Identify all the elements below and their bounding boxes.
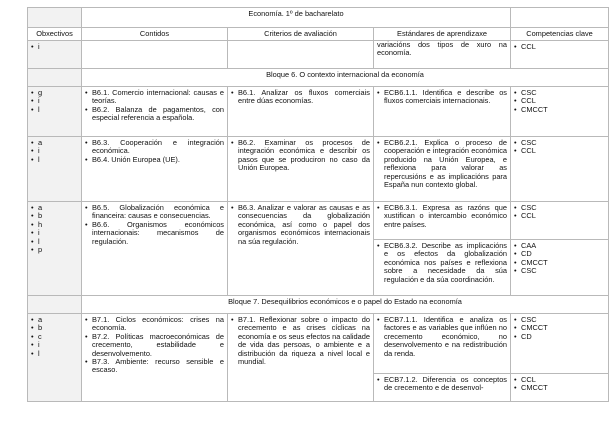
content-item: • B7.3. Ambiente: recurso sensible e escaso. <box>85 358 224 375</box>
objective-item: • i <box>31 97 78 105</box>
content-item: • B7.1. Ciclos económicos: crises na economía. <box>85 316 224 333</box>
table-row <box>28 87 609 137</box>
competence-item: • CMCCT <box>514 324 605 332</box>
criterion-item: • B6.1. Analizar os fluxos comerciais entre dúas economías. <box>231 89 370 106</box>
column-header-objectives: Obxectivos <box>28 28 82 41</box>
column-header-row <box>28 28 609 41</box>
criterion-item: • B7.1. Reflexionar sobre o impacto do crecemento e as crises cíclicas na economía e os seus efectos na calidade de vida das persoas, o ambiente e a distribución da riqueza a nivel local e mundial. <box>231 316 370 366</box>
content-item: • B6.1. Comercio internacional: causas e teorías. <box>85 89 224 106</box>
objective-item: • i <box>31 229 78 237</box>
standard-item: • ECB6.3.1. Expresa as razóns que xustifican o intercambio económico entre países. <box>377 204 507 229</box>
competence-item: • CMCCT <box>514 384 605 392</box>
competence-item: • CMCCT <box>514 106 605 114</box>
content-item: • B6.6. Organismos económicos internacionais: mecanismos de regulación. <box>85 221 224 246</box>
curriculum-table <box>27 7 609 402</box>
table-title-row <box>28 8 609 28</box>
table-row <box>28 137 609 202</box>
column-header-contents: Contidos <box>82 28 228 41</box>
table-row <box>28 202 609 240</box>
content-item: • B6.2. Balanza de pagamentos, con especial referencia a española. <box>85 106 224 123</box>
objective-item: • b <box>31 212 78 220</box>
standard-text: variacións dos tipos de xuro na economía. <box>377 40 508 58</box>
column-header-standards: Estándares de aprendizaxe <box>374 28 511 41</box>
table-row <box>28 41 609 69</box>
competence-item: • CMCCT <box>514 259 605 267</box>
competence-item: • CSC <box>514 267 605 275</box>
content-item: • B6.4. Unión Europea (UE). <box>85 156 224 164</box>
content-item: • B6.3. Cooperación e integración económica. <box>85 139 224 156</box>
objective-item: • i <box>31 341 78 349</box>
competence-item: • CSC <box>514 139 605 147</box>
objective-item: • l <box>31 350 78 358</box>
objective-item: • l <box>31 106 78 114</box>
objective-item: • h <box>31 221 78 229</box>
block-row <box>28 296 609 314</box>
standard-item: • ECB7.1.2. Diferencia os conceptos de crecemento e de desenvol- <box>377 376 507 393</box>
table-title: Economía. 1º de bacharelato <box>82 8 511 28</box>
objective-item: • i <box>31 147 78 155</box>
objective-item: • g <box>31 89 78 97</box>
objective-item: • b <box>31 324 78 332</box>
standard-item: • ECB6.3.2. Describe as implicacións e os efectos da globalización económica nos países e reflexiona sobre a necesidade da súa regulación e da súa coordinación. <box>377 242 507 284</box>
competence-item: • CD <box>514 333 605 341</box>
competence-item: • CSC <box>514 316 605 324</box>
table-row <box>28 314 609 374</box>
criterion-item: • B6.2. Examinar os procesos de integración económica e describir os pasos que se produciron no caso da Unión Europea. <box>231 139 370 173</box>
objective-item: • p <box>31 246 78 254</box>
objective-item: • a <box>31 316 78 324</box>
column-header-criteria: Criterios de avaliación <box>228 28 374 41</box>
competence-item: • CAA <box>514 242 605 250</box>
column-header-competences: Competencias clave <box>511 28 609 41</box>
competence-item: • CCL <box>514 376 605 384</box>
block-row <box>28 69 609 87</box>
competence-item: • CSC <box>514 89 605 97</box>
standard-item: • ECB6.1.1. Identifica e describe os fluxos comerciais internacionais. <box>377 89 507 106</box>
competence-item: • CCL <box>514 212 605 220</box>
competence-item: • CCL <box>514 43 605 51</box>
objective-item: • a <box>31 204 78 212</box>
competence-item: • CCL <box>514 147 605 155</box>
competence-item: • CSC <box>514 204 605 212</box>
standard-item: • ECB6.2.1. Explica o proceso de cooperación e integración económica producido na Unión Europea, e reflexiona para valorar as repercusións e as implicacións para España nun contexto global. <box>377 139 507 189</box>
objective-item: • l <box>31 238 78 246</box>
objective-item: • l <box>31 156 78 164</box>
block-title: Bloque 7. Desequilibrios económicos e o papel do Estado na economía <box>82 296 609 314</box>
content-item: • B6.5. Globalización económica e financeira: causas e consecuencias. <box>85 204 224 221</box>
objective-item: • c <box>31 333 78 341</box>
block-title: Bloque 6. O contexto internacional da economía <box>82 69 609 87</box>
competence-item: • CD <box>514 250 605 258</box>
criterion-item: • B6.3. Analizar e valorar as causas e as consecuencias da globalización económica, así como o papel dos organismos económicos internacionais na súa regulación. <box>231 204 370 246</box>
standard-item: • ECB7.1.1. Identifica e analiza os factores e as variables que inflúen no crecemento económico, no desenvolvemento e na redistribución da renda. <box>377 316 507 358</box>
content-item: • B7.2. Políticas macroeconómicas de crecemento, estabilidade e desenvolvemento. <box>85 333 224 358</box>
objective-item: • a <box>31 139 78 147</box>
objective-item: • i <box>31 43 78 51</box>
competence-item: • CCL <box>514 97 605 105</box>
